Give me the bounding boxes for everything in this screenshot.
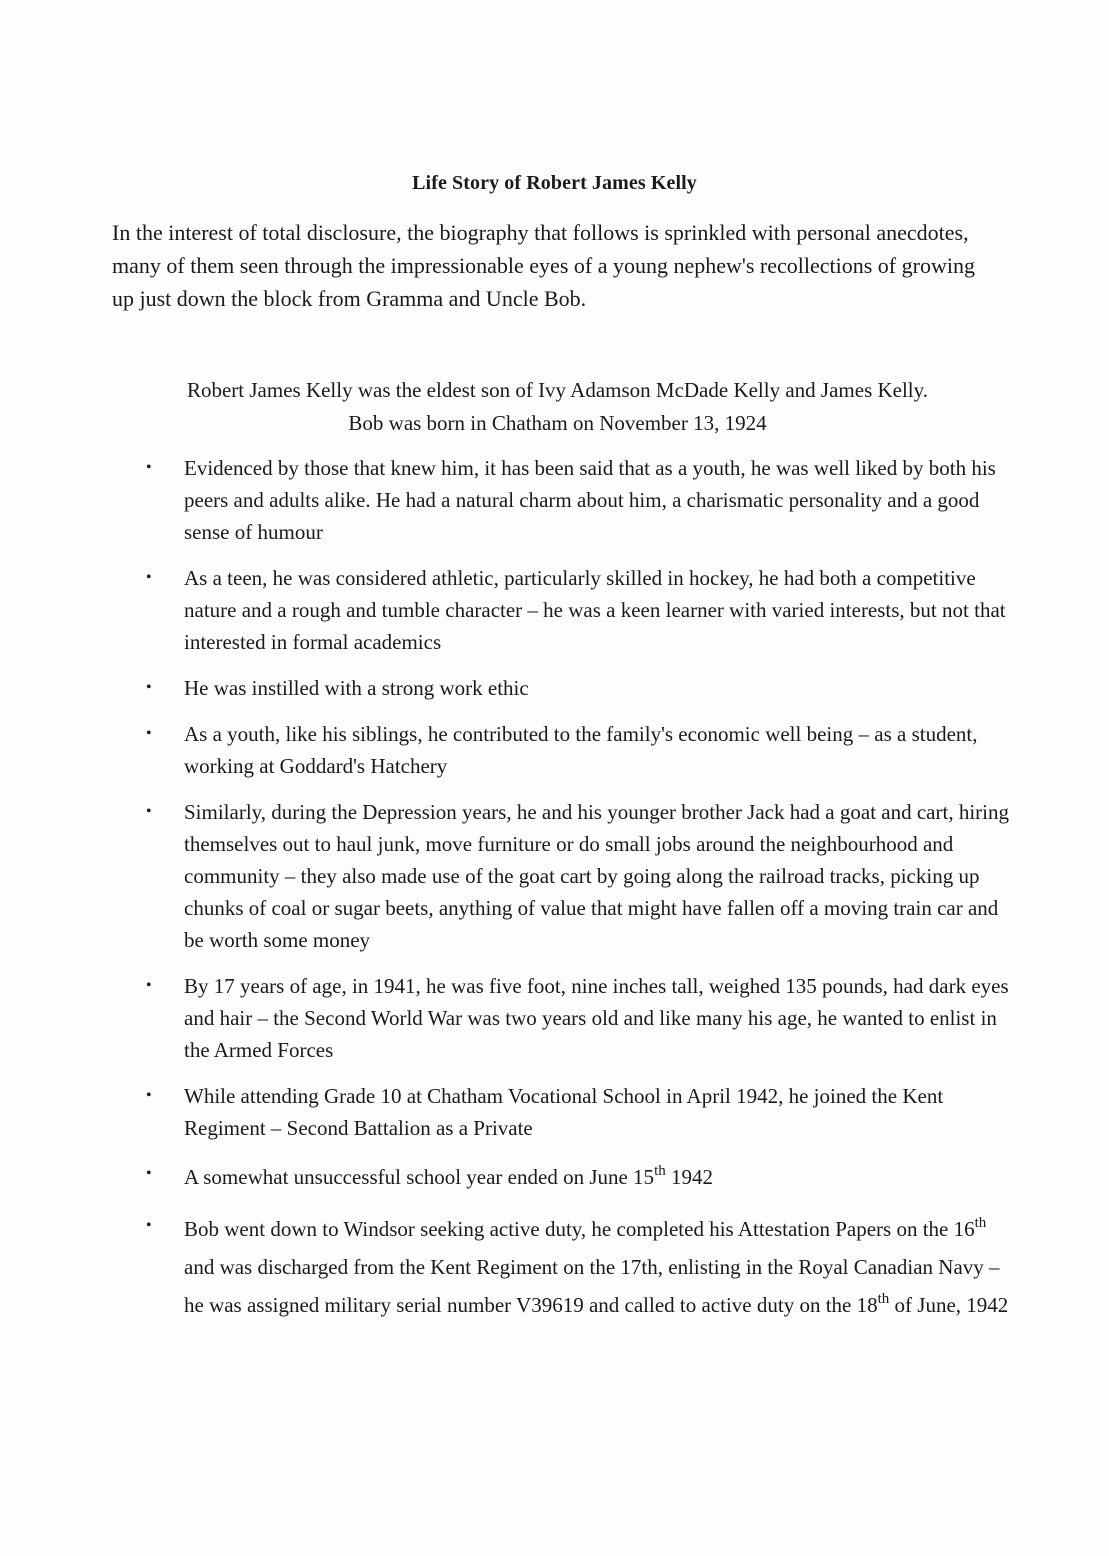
bullet-text-part: of June, 1942 [889, 1293, 1009, 1317]
bullet-text: While attending Grade 10 at Chatham Vocational School in April 1942, he joined the Kent Regiment – Second Battalion as a Private [184, 1084, 944, 1140]
bullet-text: By 17 years of age, in 1941, he was five foot, nine inches tall, weighed 135 pounds, had dark eyes and hair – the Second World War was two years old and like many his age, he wanted to enlist in the Armed Forces [184, 974, 1009, 1062]
bullet-icon: • [146, 725, 152, 742]
list-item [140, 562, 1010, 658]
bullet-text-part: and was discharged from the Kent Regiment on the 17th, enlisting in the Royal Canadian Navy – he was assigned military serial number V39619 and called to active duty on the 18 [184, 1255, 1000, 1317]
bullet-icon: • [146, 679, 152, 696]
document-title: Life Story of Robert James Kelly [412, 172, 697, 194]
bullet-icon: • [146, 803, 152, 820]
lead-line-parents: Robert James Kelly was the eldest son of Ivy Adamson McDade Kelly and James Kelly. [186, 378, 929, 402]
bullet-text: Similarly, during the Depression years, he and his younger brother Jack had a goat and cart, hiring themselves out to haul junk, move furniture or do small jobs around the neighbourhood and community – they also made use of the goat cart by going along the railroad tracks, picking up chunks of coal or sugar beets, anything of value that might have fallen off a moving train car and be worth some money [184, 800, 1009, 952]
bullet-icon: • [146, 1217, 152, 1234]
list-item [140, 970, 1010, 1066]
lead-line-birth: Bob was born in Chatham on November 13, 1924 [348, 411, 767, 435]
list-item [140, 796, 1010, 956]
bullet-text: As a teen, he was considered athletic, particularly skilled in hockey, he had both a competitive nature and a rough and tumble character – he was a keen learner with varied interests, but not that interested in formal academics [184, 566, 1006, 654]
bullet-icon: • [146, 569, 152, 586]
bullet-text-part: 1942 [665, 1165, 713, 1189]
lead-paragraph [100, 374, 1015, 440]
ordinal-suffix: th [974, 1215, 987, 1231]
ordinal-suffix: th [877, 1291, 890, 1307]
bullet-icon: • [146, 977, 152, 994]
bullet-text: As a youth, like his siblings, he contributed to the family's economic well being – as a student, working at Goddard's Hatchery [184, 722, 978, 778]
bullet-icon: • [146, 1165, 152, 1182]
list-item [140, 1158, 1010, 1196]
list-item [140, 1210, 1010, 1324]
bullet-text [184, 1158, 1010, 1196]
list-item [140, 452, 1010, 548]
bullet-text-part: A somewhat unsuccessful school year ended on June 15 [184, 1165, 655, 1189]
ordinal-suffix: th [654, 1163, 666, 1179]
intro-paragraph: In the interest of total disclosure, the biography that follows is sprinkled with personal anecdotes, many of them seen through the impressionable eyes of a young nephew's recollections of growing up just down the block from Gramma and Uncle Bob. [112, 220, 975, 311]
bullet-text [184, 1210, 1010, 1324]
list-item [140, 672, 1010, 704]
bullet-icon: • [146, 1087, 152, 1104]
bullet-text: Evidenced by those that knew him, it has been said that as a youth, he was well liked by both his peers and adults alike. He had a natural charm about him, a charismatic personality and a good sense of humour [184, 456, 996, 544]
list-item [140, 718, 1010, 782]
list-item [140, 1080, 1010, 1144]
bullet-list [140, 452, 1010, 1338]
bullet-text: He was instilled with a strong work ethic [184, 676, 529, 700]
bullet-text-part: Bob went down to Windsor seeking active duty, he completed his Attestation Papers on the 16 [184, 1217, 975, 1241]
bullet-icon: • [146, 459, 152, 476]
